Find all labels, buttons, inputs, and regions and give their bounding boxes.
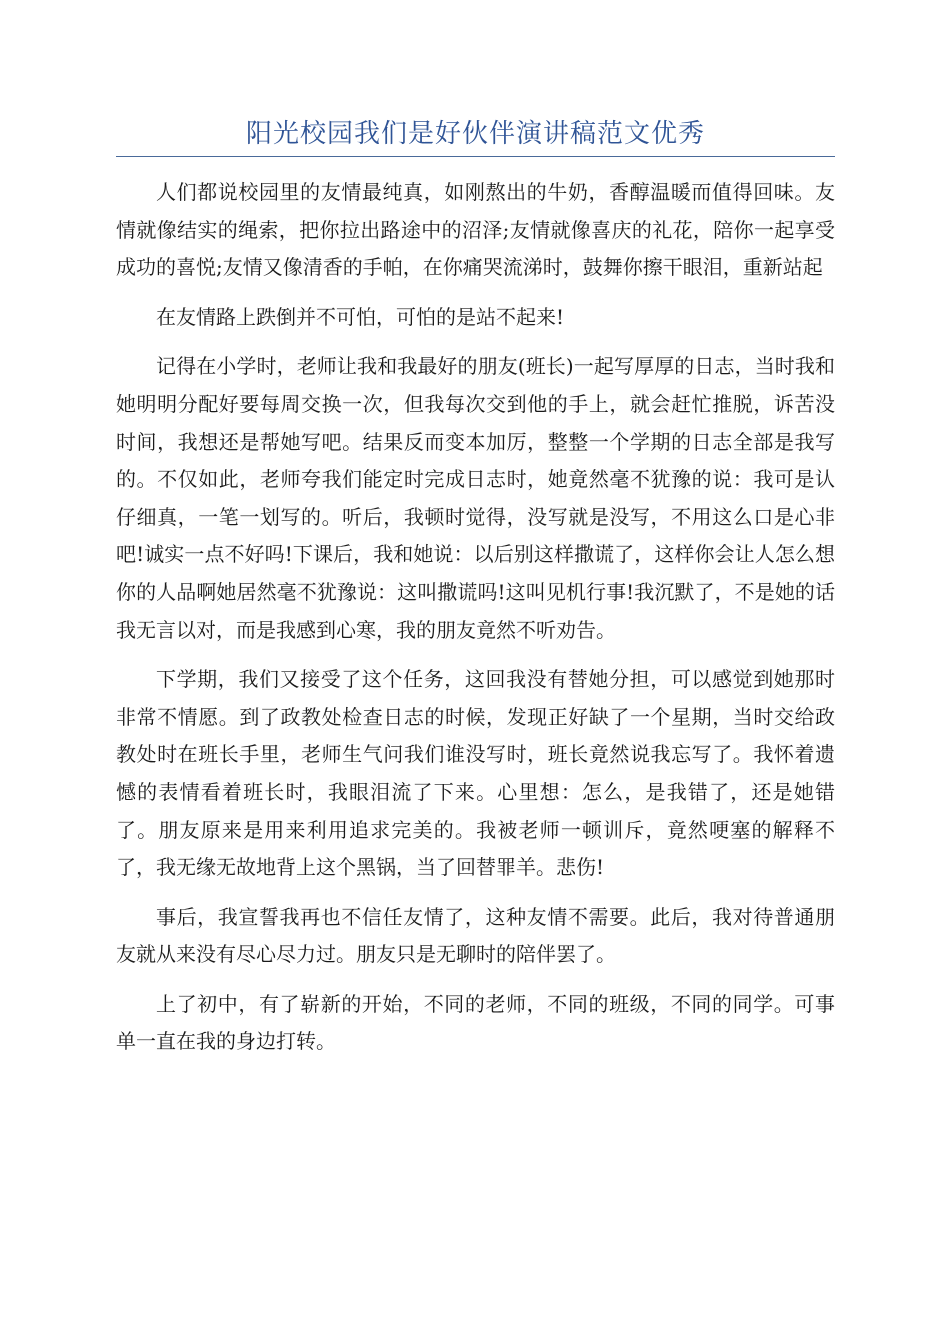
document-body — [116, 174, 835, 1073]
paragraph-3: 记得在小学时，老师让我和我最好的朋友(班长)一起写厚厚的日志，当时我和她明明分配好要每周交换一次，但我每次交到他的手上，就会赶忙推脱，诉苦没时间，我想还是帮她写吧。结果反而变本加厉，整整一个学期的日志全部是我写的。不仅如此，老师夸我们能定时完成日志时，她竟然毫不犹豫的说：我可是认仔细真，一笔一划写的。听后，我顿时觉得，没写就是没写，不用这么口是心非吧!诚实一点不好吗!下课后，我和她说：以后别这样撒谎了，这样你会让人怎么想你的人品啊她居然毫不犹豫说：这叫撒谎吗!这叫见机行事!我沉默了，不是她的话我无言以对，而是我感到心寒，我的朋友竟然不听劝告。 — [116, 354, 835, 642]
paragraph-4: 下学期，我们又接受了这个任务，这回我没有替她分担，可以感觉到她那时非常不情愿。到了政教处检查日志的时候，发现正好缺了一个星期，当时交给政教处时在班长手里，老师生气问我们谁没写时，班长竟然说我忘写了。我怀着遗憾的表情看着班长时，我眼泪流了下来。心里想：怎么，是我错了，还是她错了。朋友原来是用来利用追求完美的。我被老师一顿训斥，竟然哽塞的解释不了，我无缘无故地背上这个黑锅，当了回替罪羊。悲伤! — [116, 667, 835, 880]
paragraph-6: 上了初中，有了崭新的开始，不同的老师，不同的班级，不同的同学。可事单一直在我的身边打转。 — [116, 991, 835, 1054]
title-block — [116, 112, 835, 157]
page-title: 阳光校园我们是好伙伴演讲稿范文优秀 — [245, 119, 705, 149]
paragraph-2: 在友情路上跌倒并不可怕，可怕的是站不起来! — [156, 304, 565, 329]
paragraph-1: 人们都说校园里的友情最纯真，如刚熬出的牛奶，香醇温暖而值得回味。友情就像结实的绳索，把你拉出路途中的沼泽;友情就像喜庆的礼花，陪你一起享受成功的喜悦;友情又像清香的手帕，在你痛哭流涕时，鼓舞你擦干眼泪，重新站起 — [116, 180, 835, 280]
paragraph-5: 事后，我宣誓我再也不信任友情了，这种友情不需要。此后，我对待普通朋友就从来没有尽心尽力过。朋友只是无聊时的陪伴罢了。 — [116, 904, 835, 967]
